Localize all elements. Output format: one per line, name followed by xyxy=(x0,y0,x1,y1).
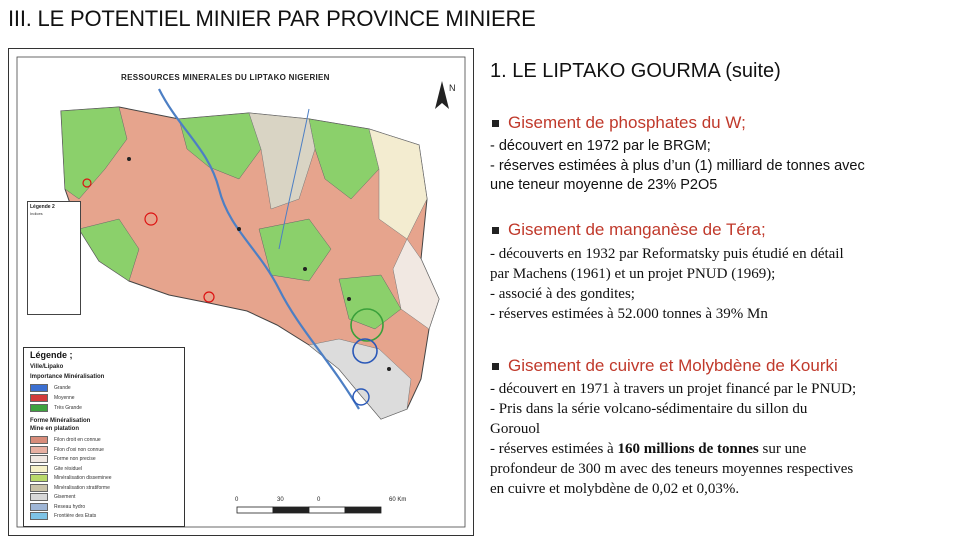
legend-label: Minéralisation stratiforme xyxy=(54,484,110,491)
legend-label: Frontière des Etats xyxy=(54,513,97,519)
scale-tick: 0 xyxy=(235,497,239,503)
inset-legend-subtitle: Indices xyxy=(30,211,43,216)
legend-label: Forme non precise xyxy=(54,456,96,462)
cuivre-line: - Pris dans la série volcano-sédimentaire du sillon du xyxy=(490,401,808,417)
phosphates-line: - réserves estimées à plus d’un (1) milliard de tonnes avec xyxy=(490,158,865,174)
legend-swatch xyxy=(30,384,48,392)
north-label: N xyxy=(449,83,455,93)
cuivre-line: en cuivre et molybdène de 0,02 et 0,03%. xyxy=(490,481,740,497)
legend-forme-row xyxy=(30,493,75,501)
north-arrow-icon xyxy=(429,79,455,115)
scale-tick: 60 Km xyxy=(389,497,407,503)
legend-forme-row xyxy=(30,436,101,444)
legend-importance-row xyxy=(30,384,71,392)
phosphates-title: Gisement de phosphates du W; xyxy=(508,113,746,132)
section-heading: 1. LE LIPTAKO GOURMA (suite) xyxy=(490,60,781,82)
square-bullet-icon xyxy=(492,120,499,127)
map-title: RESSOURCES MINERALES DU LIPTAKO NIGERIEN xyxy=(121,73,330,82)
legend-swatch xyxy=(30,455,48,463)
phosphates-line: une teneur moyenne de 23% P2O5 xyxy=(490,177,718,193)
cuivre-reserves-suffix: sur une xyxy=(758,441,807,457)
scale-tick: 30 xyxy=(277,497,284,503)
square-bullet-icon xyxy=(492,363,499,370)
legend-label: Très Grande xyxy=(54,405,82,411)
legend-importance-title: Importance Minéralisation xyxy=(30,374,105,380)
legend-label: Moyenne xyxy=(54,395,75,401)
legend-label: Reseau hydro xyxy=(54,503,86,510)
legend-label: Gite résiduel xyxy=(54,465,83,472)
legend-importance-row xyxy=(30,404,82,412)
scale-tick: 0 xyxy=(317,497,321,503)
cuivre-reserves-prefix: - réserves estimées à xyxy=(490,441,618,457)
legend-swatch xyxy=(30,503,48,511)
square-bullet-icon xyxy=(492,227,499,234)
legend-swatch xyxy=(30,436,48,444)
legend-title: Légende ; xyxy=(30,350,73,360)
legend-label: Minéralisation disseminee xyxy=(54,475,112,481)
legend-swatch xyxy=(30,493,48,501)
manganese-title: Gisement de manganèse de Téra; xyxy=(508,220,766,239)
legend-forme-row xyxy=(30,503,85,511)
legend-forme-title: Forme Minéralisation xyxy=(30,418,91,424)
manganese-line: - associé à des gondites; xyxy=(490,286,635,302)
manganese-line: par Machens (1961) et un projet PNUD (1969); xyxy=(490,266,776,282)
legend-swatch xyxy=(30,404,48,412)
legend-label: Filon droit en connue xyxy=(54,437,101,443)
legend-swatch xyxy=(30,446,48,454)
bullet-phosphates xyxy=(490,113,746,133)
bullet-cuivre xyxy=(490,356,838,376)
legend-label: Gisement xyxy=(54,494,76,500)
bullet-manganese xyxy=(490,220,766,240)
legend-label: Grande xyxy=(54,385,71,391)
legend-swatch xyxy=(30,512,48,520)
manganese-line: - découverts en 1932 par Reformatsky puis étudié en détail xyxy=(490,246,844,262)
legend-forme-row xyxy=(30,446,104,454)
legend-swatch xyxy=(30,465,48,473)
cuivre-line: Gorouol xyxy=(490,421,540,437)
mineral-map xyxy=(8,48,474,536)
cuivre-line-reserves xyxy=(490,440,806,458)
legend-forme-row xyxy=(30,484,110,492)
legend-forme-subtitle: Mine en platation xyxy=(30,426,80,432)
phosphates-line: - découvert en 1972 par le BRGM; xyxy=(490,138,711,154)
cuivre-line: profondeur de 300 m avec des teneurs moyennes respectives xyxy=(490,461,854,477)
manganese-line: - réserves estimées à 52.000 tonnes à 39% Mn xyxy=(490,306,768,322)
inset-legend xyxy=(27,201,81,315)
legend-swatch xyxy=(30,474,48,482)
slide-title: III. LE POTENTIEL MINIER PAR PROVINCE MINIERE xyxy=(8,6,536,31)
legend-forme-row xyxy=(30,512,96,520)
legend-forme-row xyxy=(30,455,96,463)
legend-village: Ville/Lipako xyxy=(30,364,64,370)
legend-swatch xyxy=(30,484,48,492)
map-legend xyxy=(23,347,185,527)
cuivre-reserves-amount: 160 millions de tonnes xyxy=(617,441,759,457)
legend-label: Filon d'oxi non connue xyxy=(54,446,104,453)
inset-legend-title: Légende 2 xyxy=(30,204,55,210)
legend-forme-row xyxy=(30,465,82,473)
legend-swatch xyxy=(30,394,48,402)
cuivre-line: - découvert en 1971 à travers un projet financé par le PNUD; xyxy=(490,381,857,397)
legend-importance-row xyxy=(30,394,75,402)
legend-forme-row xyxy=(30,474,112,482)
cuivre-title: Gisement de cuivre et Molybdène de Kourki xyxy=(508,356,838,375)
